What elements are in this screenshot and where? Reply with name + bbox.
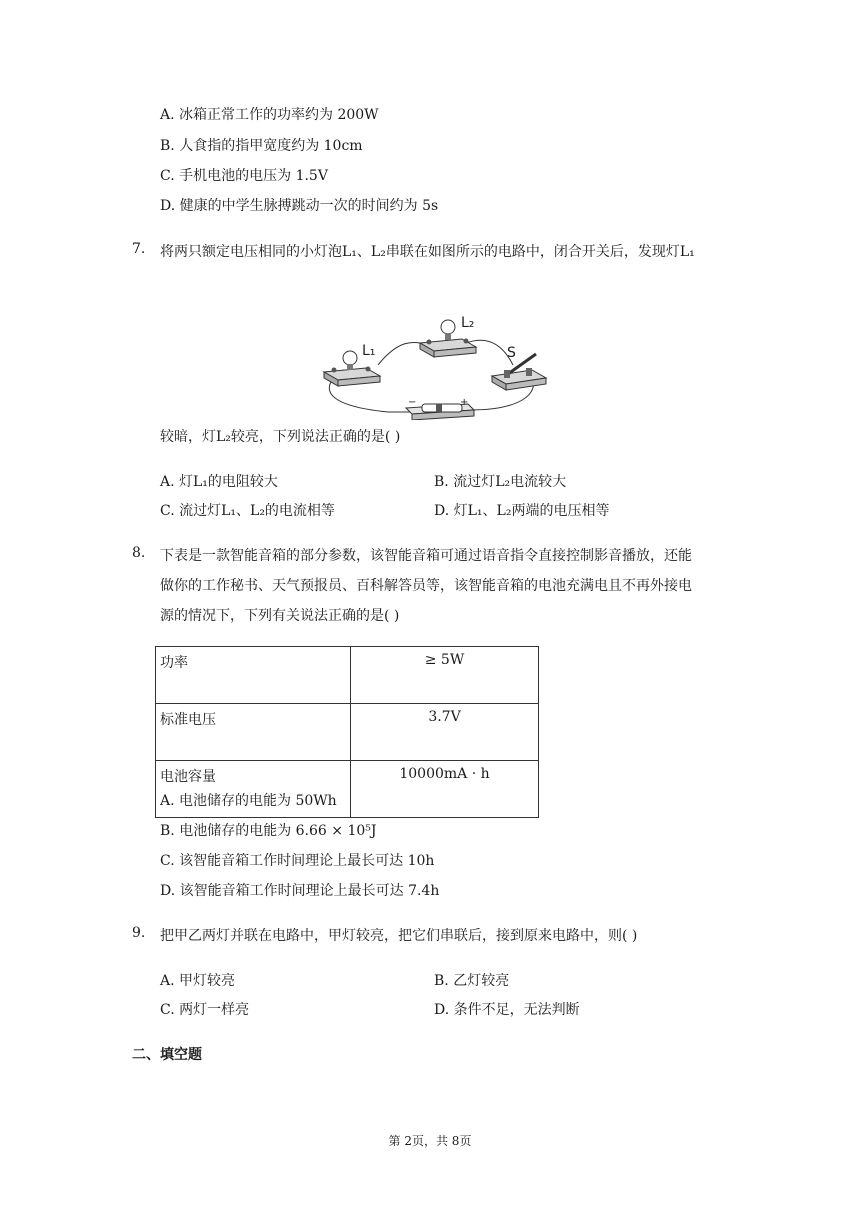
- q7-option-d: D. 灯L₁、L₂两端的电压相等: [434, 503, 610, 519]
- q9-option-d: D. 条件不足，无法判断: [434, 1002, 580, 1018]
- q7-text: 将两只额定电压相同的小灯泡L₁、L₂串联在如图所示的电路中，闭合开关后，发现灯L₁: [160, 244, 695, 260]
- q8-number: 8.: [132, 545, 146, 561]
- q7-text-cont: 较暗，灯L₂较亮，下列说法正确的是( ): [160, 429, 401, 445]
- q9-number: 9.: [132, 925, 146, 941]
- q9-text: 把甲乙两灯并联在电路中，甲灯较亮，把它们串联后，接到原来电路中，则( ): [160, 928, 638, 944]
- q8-option-a: A. 电池储存的电能为 50Wh: [160, 793, 337, 809]
- table-row: [156, 647, 539, 704]
- table-row: [156, 704, 539, 761]
- page-footer: 第 2页，共 8页: [388, 1134, 472, 1148]
- q9-option-b: B. 乙灯较亮: [434, 973, 510, 989]
- q7-number: 7.: [132, 241, 146, 257]
- section-heading: 二、填空题: [132, 1047, 202, 1063]
- q8-option-c: C. 该智能音箱工作时间理论上最长可达 10h: [160, 853, 435, 869]
- table-value: 10000mA · h: [351, 761, 539, 818]
- q9-option-a: A. 甲灯较亮: [160, 973, 236, 989]
- label-s: S: [507, 345, 516, 361]
- q8-line1: 下表是一款智能音箱的部分参数，该智能音箱可通过语音指令直接控制影音播放，还能: [160, 548, 692, 564]
- battery-plus: +: [460, 397, 469, 408]
- q7-option-b: B. 流过灯L₂电流较大: [434, 474, 567, 490]
- q8-option-d: D. 该智能音箱工作时间理论上最长可达 7.4h: [160, 883, 440, 899]
- q6-option-d: D. 健康的中学生脉搏跳动一次的时间约为 5s: [160, 198, 439, 214]
- table-value: 3.7V: [351, 704, 539, 761]
- circuit-diagram: [318, 310, 550, 420]
- table-key: 电池容量: [156, 761, 351, 818]
- table-value: ≥ 5W: [351, 647, 539, 704]
- q8-line3: 源的情况下，下列有关说法正确的是( ): [160, 608, 400, 624]
- q6-option-b: B. 人食指的指甲宽度约为 10cm: [160, 138, 363, 154]
- table-key: 标准电压: [156, 704, 351, 761]
- q7-option-a: A. 灯L₁的电阻较大: [160, 474, 278, 490]
- q6-option-a: A. 冰箱正常工作的功率约为 200W: [160, 107, 379, 123]
- q9-option-c: C. 两灯一样亮: [160, 1002, 250, 1018]
- q8-line2: 做你的工作秘书、天气预报员、百科解答员等，该智能音箱的电池充满电且不再外接电: [160, 578, 692, 594]
- q8-option-b: B. 电池储存的电能为 6.66 × 10⁵J: [160, 823, 377, 839]
- q7-option-c: C. 流过灯L₁、L₂的电流相等: [160, 503, 335, 519]
- q6-option-c: C. 手机电池的电压为 1.5V: [160, 168, 328, 184]
- label-l1: L₁: [362, 343, 376, 359]
- battery-minus: −: [408, 397, 417, 408]
- table-key: 功率: [156, 647, 351, 704]
- label-l2: L₂: [461, 315, 475, 331]
